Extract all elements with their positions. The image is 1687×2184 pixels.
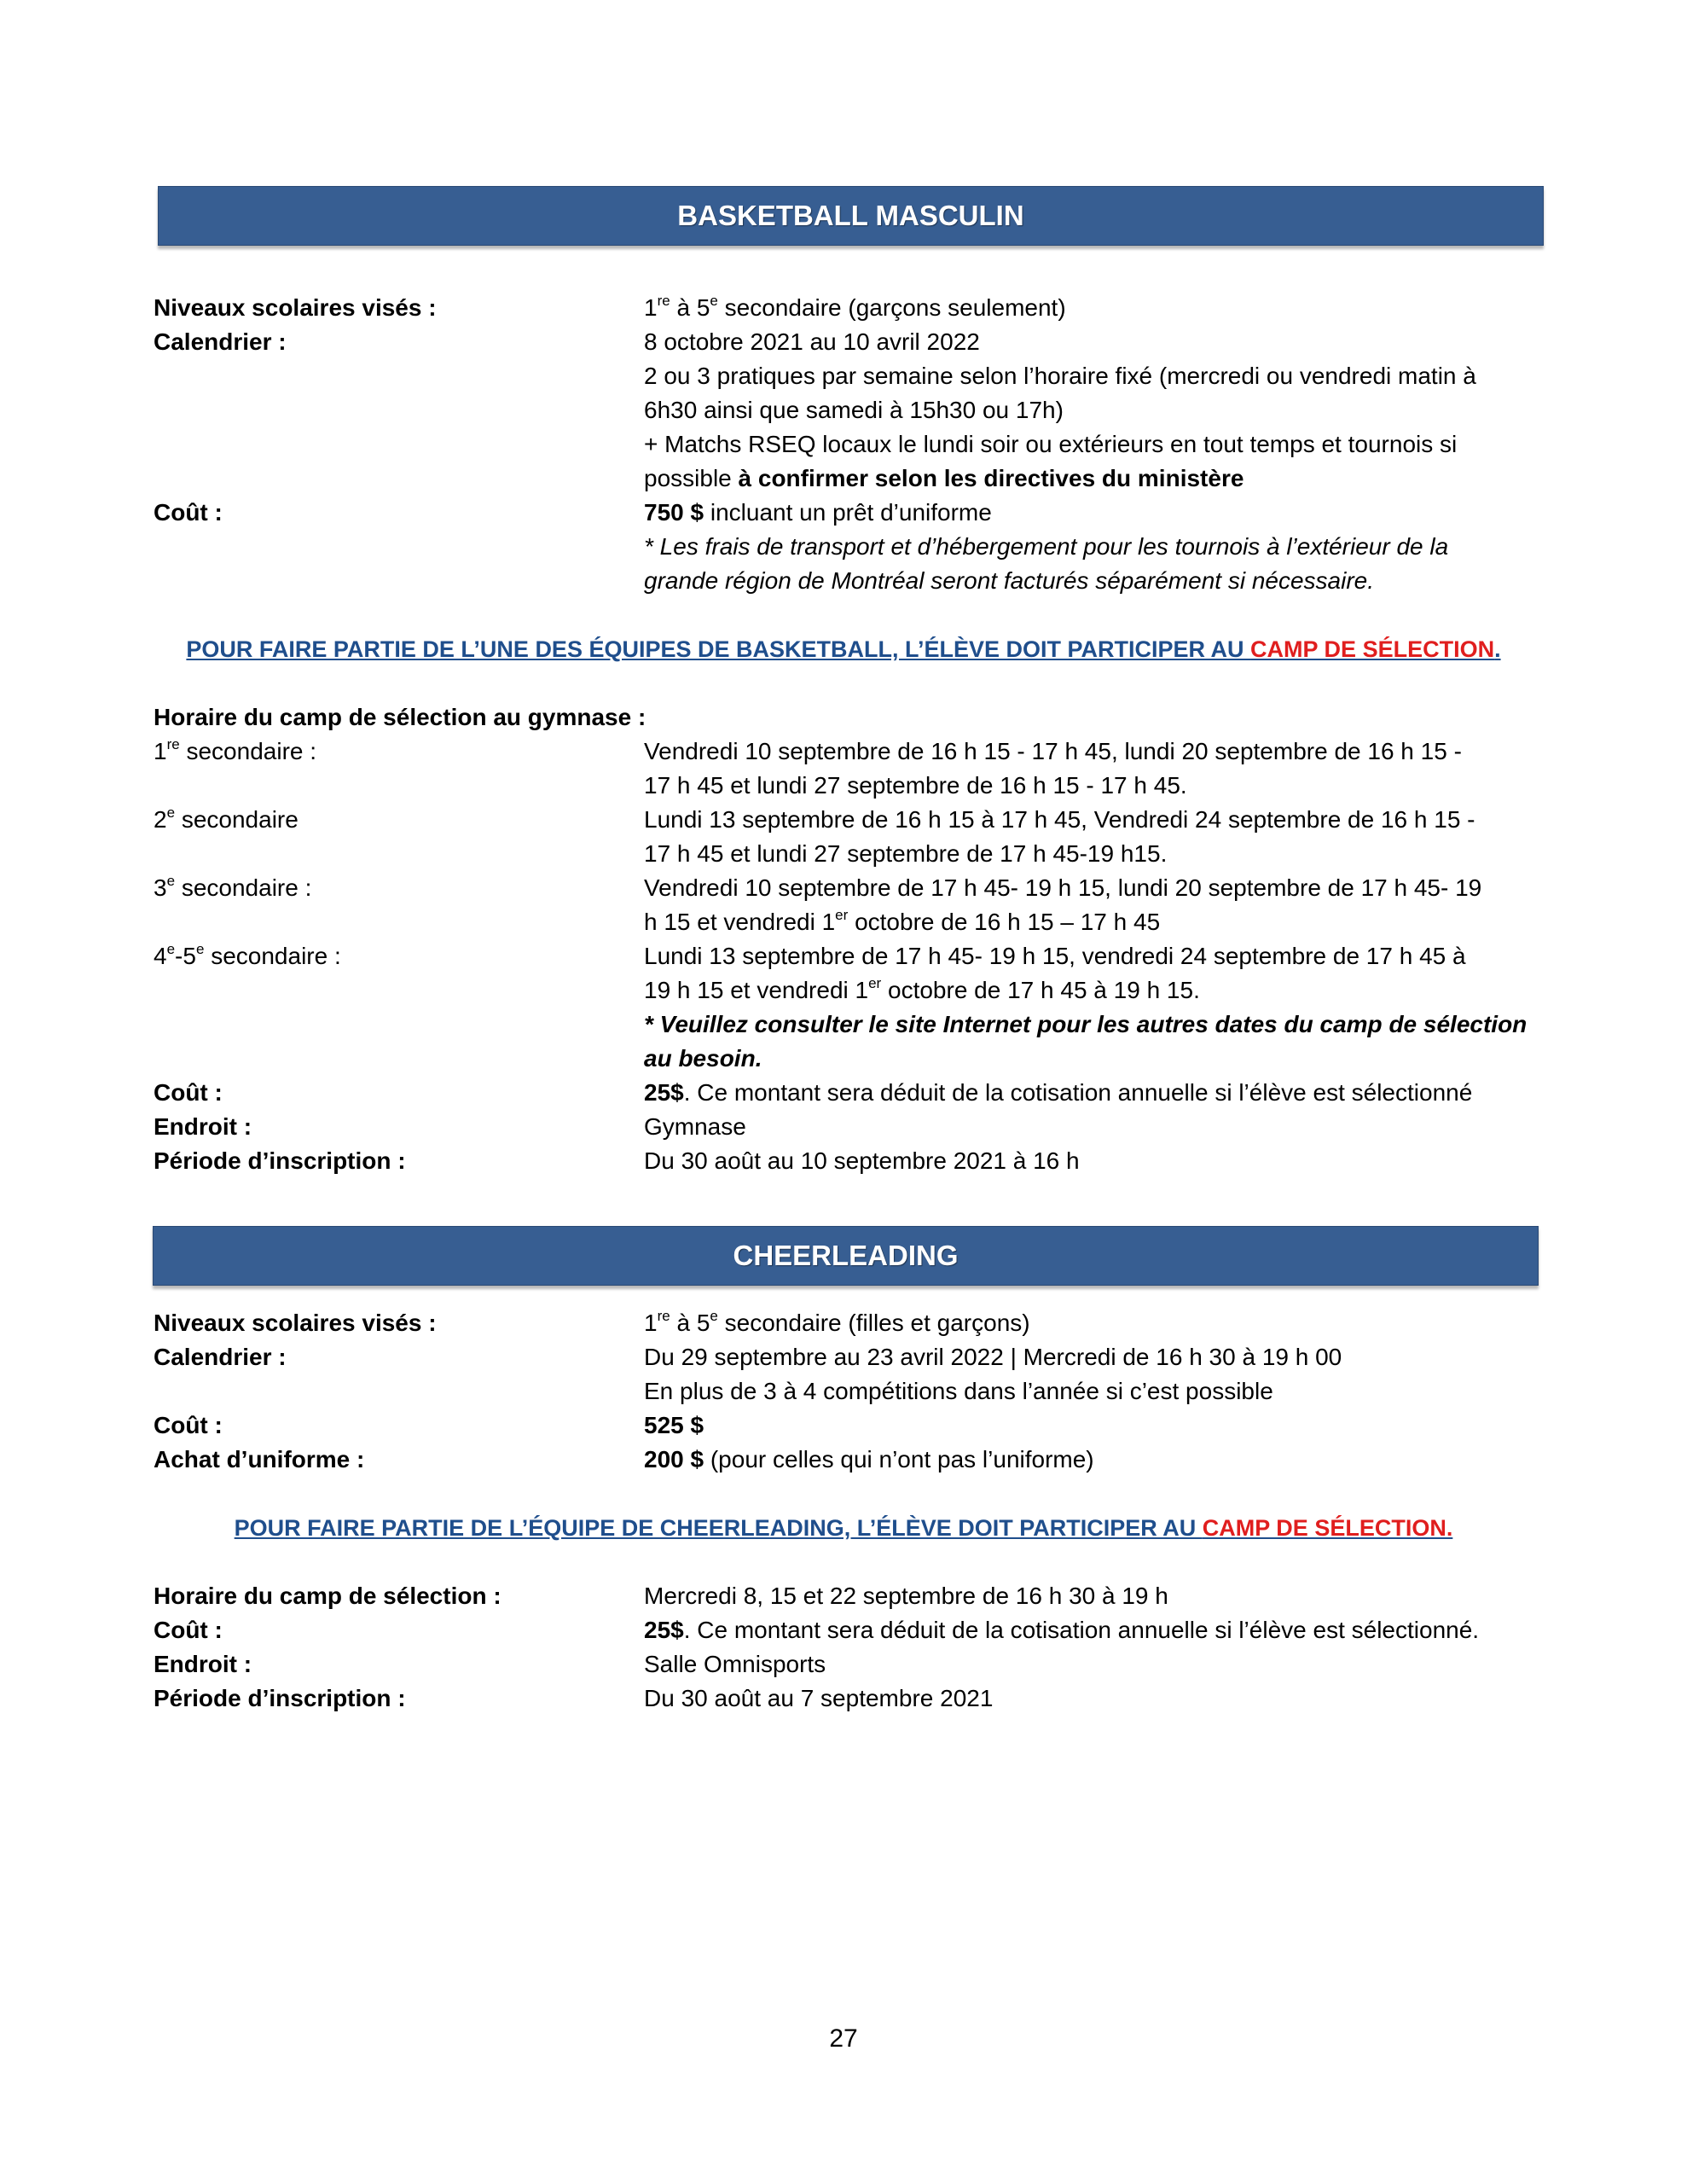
basketball-inscription-row (154, 1144, 1544, 1178)
basketball-calendrier-line-1: 8 octobre 2021 au 10 avril 2022 (644, 328, 980, 355)
sec1-label: 1re secondaire : (154, 735, 317, 764)
basketball-cout-value: 750 $ incluant un prêt d’uniforme (644, 499, 992, 526)
cheer-calendrier-line-1: Du 29 septembre au 23 avril 2022 | Mercredi de 16 h 30 à 19 h 00 (644, 1344, 1342, 1370)
sec3-label: 3e secondaire : (154, 872, 312, 901)
cheer-niveaux-value: 1re à 5e secondaire (filles et garçons) (644, 1307, 1030, 1336)
cheer-inscription-value: Du 30 août au 7 septembre 2021 (644, 1685, 994, 1711)
sec2-line-1: Lundi 13 septembre de 16 h 15 à 17 h 45, Vendredi 24 septembre de 16 h 15 - (644, 806, 1475, 833)
sec1-line-1: Vendredi 10 septembre de 16 h 15 - 17 h 45, lundi 20 septembre de 16 h 15 - (644, 738, 1462, 764)
sec3-line-1: Vendredi 10 septembre de 17 h 45- 19 h 15, lundi 20 septembre de 17 h 45- 19 (644, 874, 1482, 901)
sec45-line-1: Lundi 13 septembre de 17 h 45- 19 h 15, vendredi 24 septembre de 17 h 45 à (644, 943, 1466, 969)
basketball-camp-cout-value: 25$. Ce montant sera déduit de la cotisation annuelle si l’élève est sélectionné (644, 1079, 1473, 1106)
cheer-uniforme-value: 200 $ (pour celles qui n’ont pas l’uniforme) (644, 1446, 1094, 1472)
basketball-consult-note-1: * Veuillez consulter le site Internet pour les autres dates du camp de sélection (644, 1011, 1528, 1037)
basketball-sec45-row (154, 939, 1544, 973)
basketball-niveaux-row (154, 291, 1544, 325)
sec2-label: 2e secondaire (154, 804, 299, 833)
cheer-uniforme-row (154, 1443, 1544, 1477)
basketball-inscription-label: Période d’inscription : (154, 1147, 406, 1174)
cheer-calendrier-label: Calendrier : (154, 1344, 287, 1370)
basketball-calendrier-line-3: 6h30 ainsi que samedi à 15h30 ou 17h) (644, 397, 1064, 423)
basketball-calendrier-line-4: + Matchs RSEQ locaux le lundi soir ou extérieurs en tout temps et tournois si (644, 431, 1458, 457)
basketball-camp-cout-row (154, 1076, 1544, 1110)
sec2-line-2: 17 h 45 et lundi 27 septembre de 17 h 45-19 h15. (644, 840, 1168, 867)
cheer-camp-cout-value: 25$. Ce montant sera déduit de la cotisation annuelle si l’élève est sélectionné. (644, 1617, 1480, 1643)
basketball-cout-row (154, 496, 1544, 530)
basketball-sec2-row (154, 803, 1544, 837)
sec3-line-2: h 15 et vendredi 1er octobre de 16 h 15 – 17 h 45 (644, 906, 1161, 935)
basketball-calendrier-line-2: 2 ou 3 pratiques par semaine selon l’horaire fixé (mercredi ou vendredi matin à (644, 363, 1476, 389)
cheer-endroit-label: Endroit : (154, 1651, 252, 1677)
basketball-calendrier-row (154, 325, 1544, 359)
cheer-horaire-label: Horaire du camp de sélection : (154, 1583, 501, 1609)
cheer-camp-cout-row (154, 1613, 1544, 1647)
cheer-calendrier-row (154, 1340, 1544, 1374)
cheer-endroit-row (154, 1647, 1544, 1682)
page-number: 27 (829, 2024, 858, 2053)
cheerleading-title: CHEERLEADING (733, 1240, 959, 1271)
sec45-line-2: 19 h 15 et vendredi 1er octobre de 17 h 45 à 19 h 15. (644, 974, 1200, 1003)
basketball-section-banner (158, 186, 1544, 246)
cheer-horaire-value: Mercredi 8, 15 et 22 septembre de 16 h 30 à 19 h (644, 1583, 1168, 1609)
basketball-niveaux-label: Niveaux scolaires visés : (154, 294, 437, 321)
cheer-cout-row (154, 1409, 1544, 1443)
basketball-cout-note-1: * Les frais de transport et d’hébergement pour les tournois à l’extérieur de la (644, 533, 1449, 560)
basketball-calendrier-line-5: possible à confirmer selon les directives du ministère (644, 465, 1244, 491)
sec1-line-2: 17 h 45 et lundi 27 septembre de 16 h 15 - 17 h 45. (644, 772, 1187, 799)
cheer-endroit-value: Salle Omnisports (644, 1651, 826, 1677)
cheerleading-section-banner (153, 1226, 1539, 1286)
basketball-sec3-row (154, 871, 1544, 905)
basketball-title: BASKETBALL MASCULIN (677, 200, 1024, 231)
cheer-camp-cout-label: Coût : (154, 1617, 223, 1643)
basketball-sec1-row (154, 735, 1544, 769)
cheer-uniforme-label: Achat d’uniforme : (154, 1446, 365, 1472)
sec45-label: 4e-5e secondaire : (154, 940, 341, 969)
basketball-endroit-row (154, 1110, 1544, 1144)
cheer-calendrier-line-2: En plus de 3 à 4 compétitions dans l’année si c’est possible (644, 1378, 1273, 1404)
cheer-horaire-row (154, 1579, 1544, 1613)
basketball-consult-note-2: au besoin. (644, 1045, 762, 1072)
basketball-niveaux-value: 1re à 5e secondaire (garçons seulement) (644, 292, 1066, 321)
cheer-inscription-row (154, 1682, 1544, 1716)
basketball-camp-cout-label: Coût : (154, 1079, 223, 1106)
cheer-cout-value: 525 $ (644, 1412, 704, 1438)
cheer-niveaux-label: Niveaux scolaires visés : (154, 1310, 437, 1336)
cheer-cout-label: Coût : (154, 1412, 223, 1438)
basketball-notice: POUR FAIRE PARTIE DE L’UNE DES ÉQUIPES DE BASKETBALL, L’ÉLÈVE DOIT PARTICIPER AU CAMP DE SÉLECTION. (186, 636, 1501, 662)
basketball-cout-note-2: grande région de Montréal seront facturés séparément si nécessaire. (644, 567, 1375, 594)
cheer-inscription-label: Période d’inscription : (154, 1685, 406, 1711)
cheer-niveaux-row (154, 1306, 1544, 1340)
basketball-calendrier-label: Calendrier : (154, 328, 287, 355)
basketball-endroit-label: Endroit : (154, 1113, 252, 1140)
basketball-horaire-label: Horaire du camp de sélection au gymnase : (154, 704, 646, 730)
basketball-endroit-value: Gymnase (644, 1113, 746, 1140)
basketball-inscription-value: Du 30 août au 10 septembre 2021 à 16 h (644, 1147, 1080, 1174)
cheerleading-notice: POUR FAIRE PARTIE DE L’ÉQUIPE DE CHEERLEADING, L’ÉLÈVE DOIT PARTICIPER AU CAMP DE SÉLECTION. (234, 1515, 1453, 1541)
basketball-cout-label: Coût : (154, 499, 223, 526)
